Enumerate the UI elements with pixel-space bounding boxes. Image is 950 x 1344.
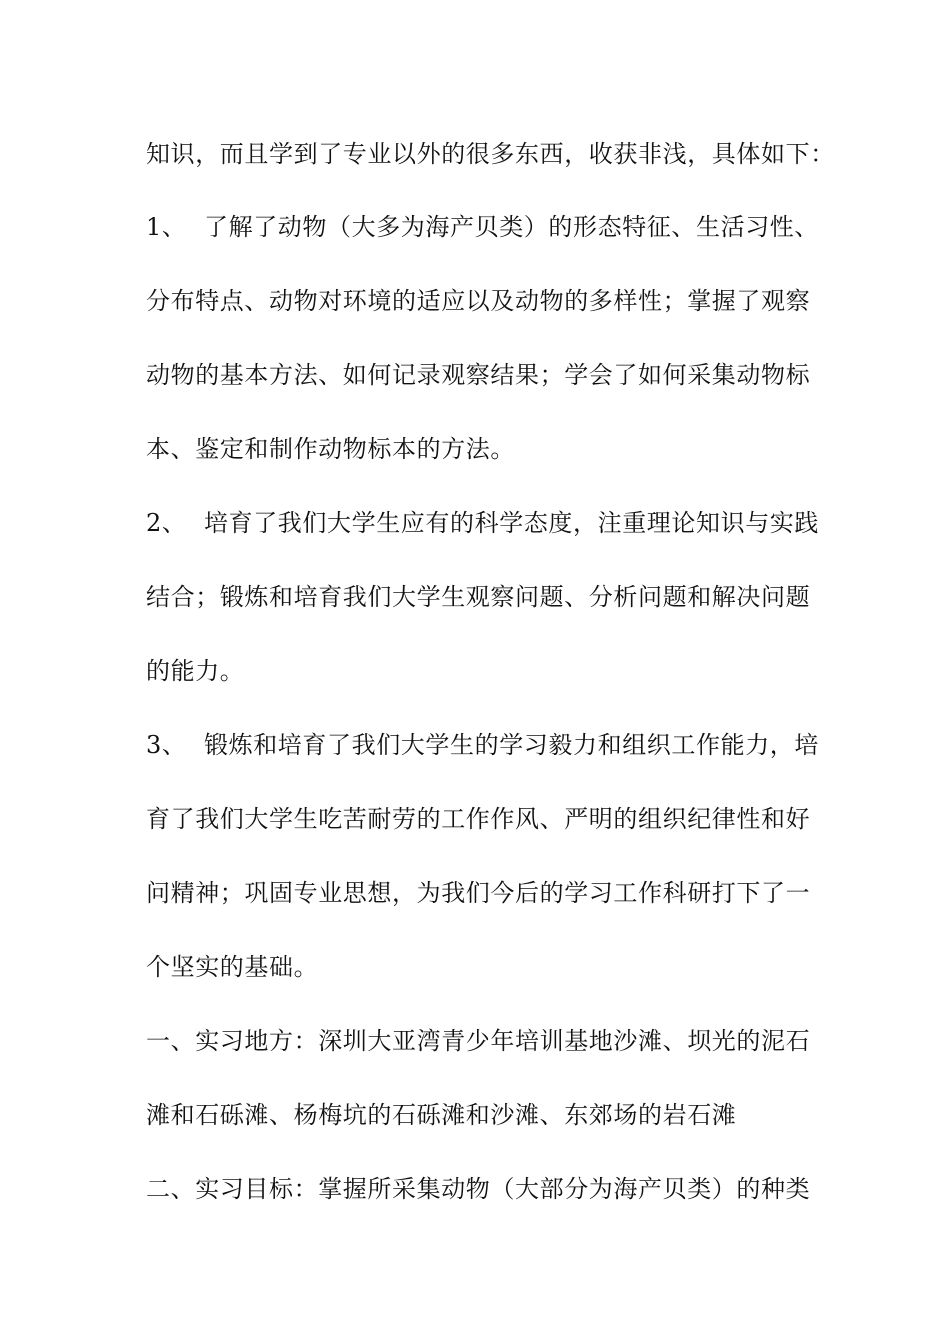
line-text: 知识，而且学到了专业以外的很多东西，收获非浅，具体如下： bbox=[146, 140, 835, 168]
line-text: 动物的基本方法、如何记录观察结果；学会了如何采集动物标 bbox=[146, 361, 811, 389]
text-line bbox=[146, 803, 810, 835]
text-line bbox=[146, 285, 810, 317]
text-line bbox=[146, 433, 515, 465]
line-text: 本、鉴定和制作动物标本的方法。 bbox=[146, 435, 515, 463]
text-line bbox=[146, 359, 810, 391]
line-text: 问精神；巩固专业思想，为我们今后的学习工作科研打下了一 bbox=[146, 879, 811, 907]
section-heading-goal bbox=[146, 1173, 810, 1205]
line-text: 个坚实的基础。 bbox=[146, 953, 319, 981]
line-text: 育了我们大学生吃苦耐劳的工作作风、严明的组织纪律性和好 bbox=[146, 805, 811, 833]
numbered-item-3 bbox=[146, 729, 819, 761]
text-line bbox=[146, 581, 810, 613]
line-text: 的能力。 bbox=[146, 657, 245, 685]
text-line bbox=[146, 655, 244, 687]
numbered-item-2 bbox=[146, 507, 819, 539]
line-text: 锻炼和培育了我们大学生的学习毅力和组织工作能力，培 bbox=[204, 731, 819, 759]
item-number: 2、 bbox=[146, 509, 187, 537]
text-line bbox=[146, 877, 810, 909]
section-heading-location bbox=[146, 1025, 810, 1057]
line-text: 一、实习地方：深圳大亚湾青少年培训基地沙滩、坝光的泥石 bbox=[146, 1027, 811, 1055]
text-line bbox=[146, 951, 318, 983]
numbered-item-1 bbox=[146, 211, 819, 243]
item-number: 3、 bbox=[146, 731, 187, 759]
line-text: 了解了动物（大多为海产贝类）的形态特征、生活习性、 bbox=[204, 213, 819, 241]
item-number: 1、 bbox=[146, 213, 187, 241]
line-text: 培育了我们大学生应有的科学态度，注重理论知识与实践 bbox=[204, 509, 819, 537]
line-text: 滩和石砾滩、杨梅坑的石砾滩和沙滩、东郊场的岩石滩 bbox=[146, 1101, 737, 1129]
text-line bbox=[146, 1099, 736, 1131]
line-text: 二、实习目标：掌握所采集动物（大部分为海产贝类）的种类 bbox=[146, 1175, 811, 1203]
text-line bbox=[146, 138, 835, 170]
line-text: 分布特点、动物对环境的适应以及动物的多样性；掌握了观察 bbox=[146, 287, 811, 315]
line-text: 结合；锻炼和培育我们大学生观察问题、分析问题和解决问题 bbox=[146, 583, 811, 611]
